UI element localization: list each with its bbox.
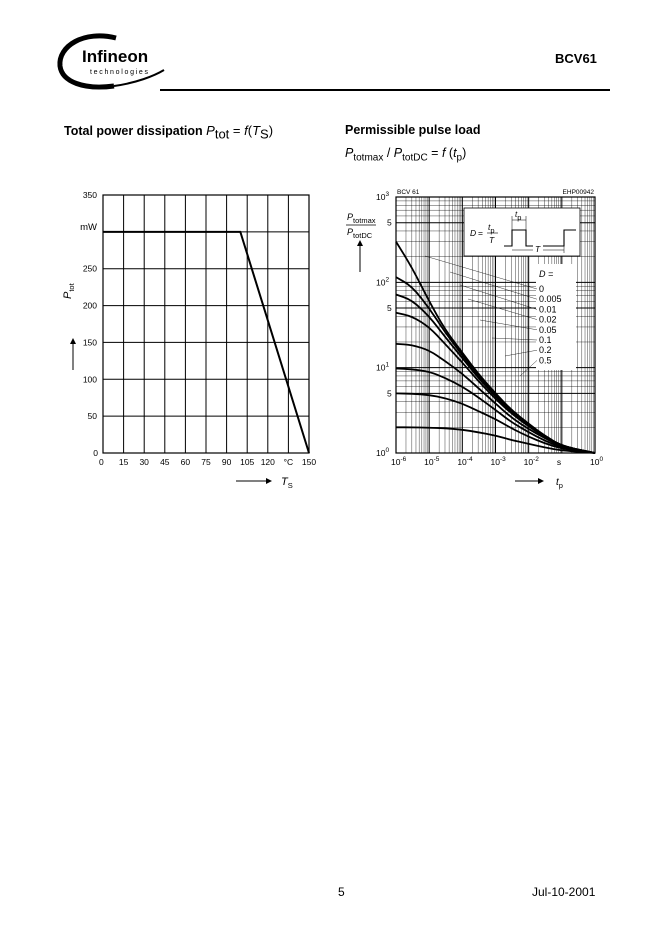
legend-leader <box>425 256 537 289</box>
right-chart-title: Permissible pulse load <box>345 123 481 137</box>
y-label-denominator: $P_{totDC}$ <box>347 227 373 240</box>
y-tick-label: mW <box>80 221 97 233</box>
legend-entry: 0.5 <box>539 355 552 366</box>
left-title-close: ) <box>268 123 274 138</box>
inset-formula-eq: = <box>478 228 483 238</box>
y-tick-label: 5 <box>387 388 392 399</box>
x-tick-label: $10^{-3}$ <box>490 456 506 467</box>
formula-p2: P <box>393 146 403 160</box>
y-tick-label: 50 <box>87 411 97 422</box>
left-title-arg-sub: S <box>260 126 269 142</box>
x-tick-label: $10^{-2}$ <box>523 456 539 467</box>
inset-denominator: T <box>489 235 495 245</box>
y-tick-label: 5 <box>387 303 392 314</box>
y-tick-label: 150 <box>82 337 97 348</box>
legend-header: D = <box>539 269 554 279</box>
x-tick-label: $10^{-5}$ <box>424 456 440 467</box>
x-tick-label: $10^0$ <box>590 456 604 467</box>
inset-period-label: T <box>535 244 541 254</box>
x-tick-label: 45 <box>160 457 170 467</box>
formula-eq: = <box>427 146 442 160</box>
x-tick-label: 0 <box>99 457 104 467</box>
chart-title: BCV 61 <box>397 189 420 196</box>
x-tick-label: 150 <box>301 457 317 467</box>
legend-entry: 0 <box>539 284 545 294</box>
x-tick-label: 15 <box>118 457 129 467</box>
formula-open: ( <box>445 146 454 160</box>
left-title-eq: = <box>229 123 245 138</box>
logo-text: Infineon <box>82 47 149 66</box>
formula-arg-sub: p <box>456 152 463 164</box>
x-tick-label: 90 <box>221 457 232 467</box>
x-tick-label: $10^{-6}$ <box>391 456 407 467</box>
inset-numerator: tp <box>488 222 495 235</box>
x-arrow-head <box>538 478 544 484</box>
part-number: BCV61 <box>555 51 597 66</box>
x-tick-label: 120 <box>260 457 275 467</box>
legend-entry: 0.05 <box>539 324 557 335</box>
y-axis-label: $P_{tot}$ <box>62 283 76 299</box>
x-axis-label: $t_p$ <box>556 477 563 490</box>
y-tick-label: 200 <box>82 300 97 311</box>
formula-p1-sub: totmax <box>353 152 384 164</box>
y-tick-label: 350 <box>82 190 97 200</box>
page-number: 5 <box>338 885 345 899</box>
legend-entry: 0.01 <box>539 304 557 315</box>
formula-slash: / <box>383 146 394 160</box>
chart-code: EHP00942 <box>562 189 594 196</box>
legend-entry: 0.1 <box>539 335 552 345</box>
inset-pulse-width-label: tp <box>515 210 522 222</box>
x-tick-label: °C <box>283 457 294 467</box>
pulse-load-chart <box>330 180 620 500</box>
inset-formula-lhs: D <box>470 228 477 238</box>
formula-p2-sub: totDC <box>402 152 428 164</box>
legend-leader <box>505 350 537 356</box>
left-title-func: f <box>244 123 248 138</box>
y-tick-label: 250 <box>82 263 97 274</box>
legend-entry: 0.005 <box>539 294 562 305</box>
formula-p1: P <box>345 146 354 160</box>
left-title-symbol-sub: tot <box>214 126 230 142</box>
formula-close: ) <box>462 146 467 160</box>
y-tick-label: 0 <box>93 448 98 458</box>
y-arrow-head <box>70 338 76 344</box>
x-tick-label: 30 <box>139 457 149 467</box>
right-chart-formula <box>345 146 466 164</box>
left-title-symbol: P <box>206 123 215 138</box>
x-arrow-head <box>266 478 272 484</box>
formula-func: f <box>441 146 446 160</box>
y-label-numerator: $P_{totmax}$ <box>347 212 376 225</box>
x-tick-label: 105 <box>240 457 255 467</box>
left-title-prefix: Total power dissipation <box>64 124 203 138</box>
x-axis-label: $T_S$ <box>281 476 293 490</box>
power-dissipation-chart <box>40 180 330 500</box>
legend-entry: 0.02 <box>539 314 557 325</box>
x-tick-label: $10^{-4}$ <box>457 456 473 467</box>
legend-entry: 0.2 <box>539 345 552 356</box>
left-chart-title <box>64 123 273 142</box>
y-tick-label: $10^0$ <box>376 447 390 458</box>
y-tick-label: $10^3$ <box>376 191 390 202</box>
y-tick-label: 100 <box>82 374 97 385</box>
left-title-arg: T <box>252 123 261 138</box>
y-tick-label: 5 <box>387 217 392 228</box>
y-tick-label: $10^1$ <box>376 361 390 373</box>
y-arrow-head <box>357 240 363 246</box>
header-rule <box>160 89 610 91</box>
left-title-open: ( <box>247 123 253 138</box>
x-tick-label: s <box>556 457 562 467</box>
logo-subtext: technologies <box>90 69 150 76</box>
legend-leader <box>492 338 537 340</box>
y-tick-label: $10^2$ <box>376 276 390 288</box>
footer-date: Jul-10-2001 <box>532 885 596 899</box>
x-tick-label: 75 <box>201 457 211 467</box>
x-tick-label: 60 <box>180 457 191 467</box>
formula-arg: t <box>453 146 457 160</box>
infineon-logo <box>56 30 166 92</box>
